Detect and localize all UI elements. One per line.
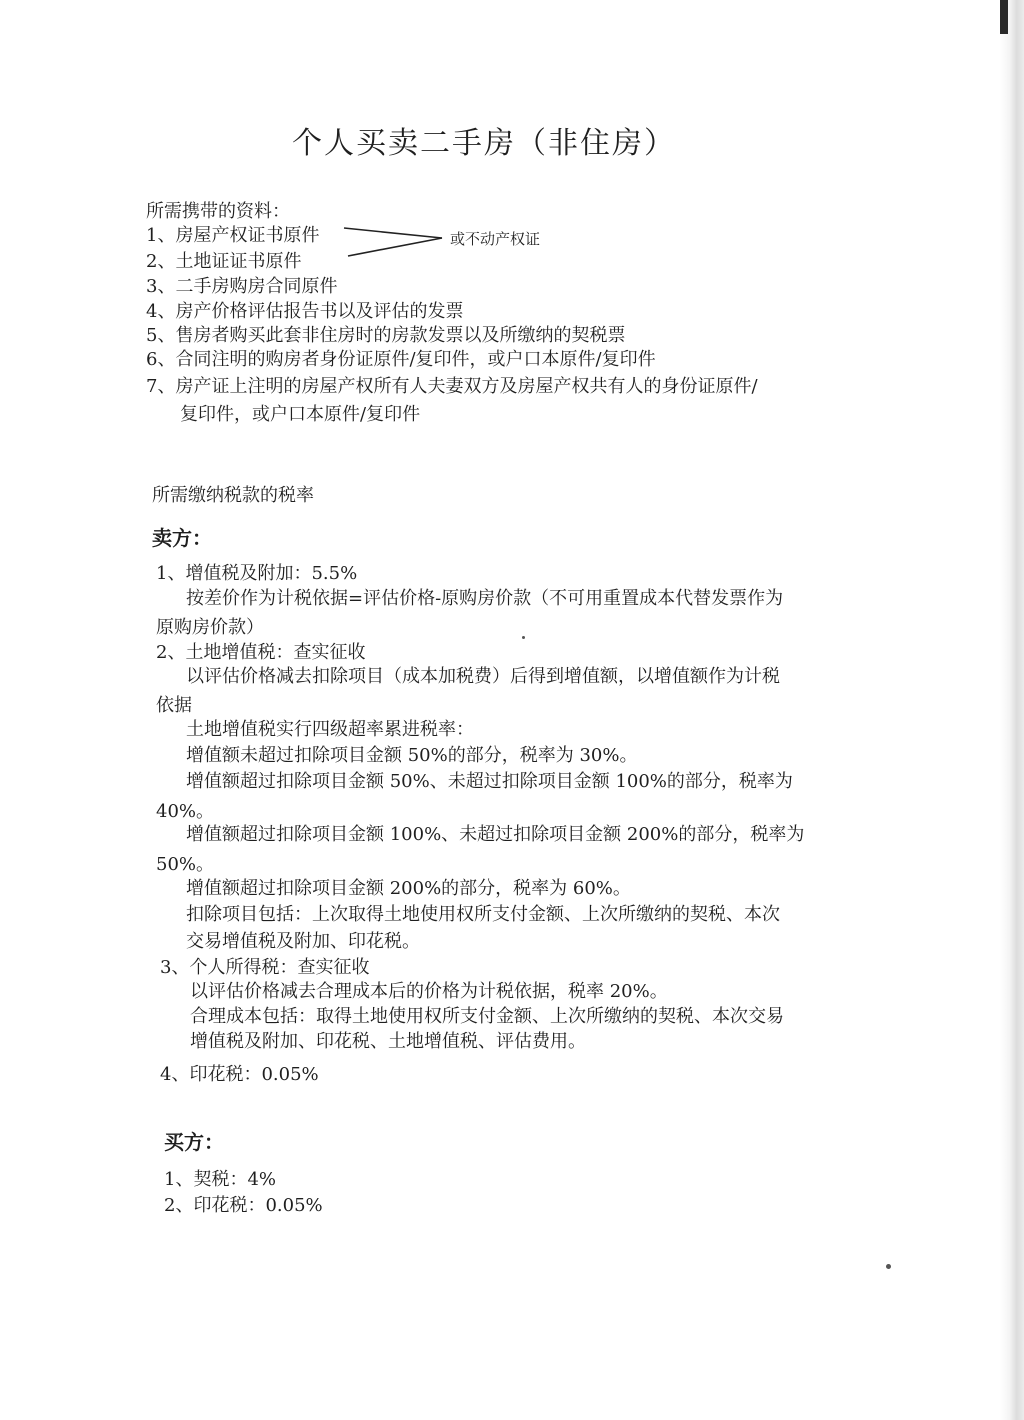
seller-heading: 卖方： [152, 526, 212, 550]
seller-line: 40%。 [156, 801, 215, 822]
page-edge-shadow [1000, 0, 1024, 1420]
seller-line: 增值额超过扣除项目金额 50%、未超过扣除项目金额 100%的部分，税率为 [186, 771, 793, 792]
materials-annotation: 或不动产权证 [450, 230, 541, 248]
materials-item: 7、房产证上注明的房屋产权所有人夫妻双方及房屋产权共有人的身份证原件/ [146, 376, 758, 397]
buyer-line: 1、契税：4% [164, 1169, 277, 1190]
seller-line: 2、土地增值税：查实征收 [156, 642, 366, 663]
seller-line: 以评估价格减去合理成本后的价格为计税依据，税率 20%。 [190, 981, 668, 1002]
seller-line: 50%。 [156, 854, 215, 875]
materials-item: 1、房屋产权证书原件 [146, 225, 320, 246]
document-title: 个人买卖二手房（非住房） [292, 126, 676, 161]
seller-line: 依据 [156, 695, 192, 716]
seller-line: 交易增值税及附加、印花税。 [186, 931, 420, 952]
materials-item-continuation: 复印件，或户口本原件/复印件 [180, 404, 421, 425]
buyer-heading: 买方： [164, 1130, 224, 1154]
seller-line: 增值额超过扣除项目金额 100%、未超过扣除项目金额 200%的部分，税率为 [186, 824, 805, 845]
materials-item: 3、二手房购房合同原件 [146, 276, 338, 297]
buyer-line: 2、印花税：0.05% [164, 1195, 323, 1216]
seller-line: 增值税及附加、印花税、土地增值税、评估费用。 [190, 1031, 586, 1052]
seller-line: 增值额未超过扣除项目金额 50%的部分，税率为 30%。 [186, 745, 638, 766]
seller-line: 土地增值税实行四级超率累进税率： [186, 719, 474, 740]
tax-heading: 所需缴纳税款的税率 [152, 485, 314, 506]
materials-item: 2、土地证证书原件 [146, 251, 302, 272]
seller-line: 按差价作为计税依据=评估价格-原购房价款（不可用重置成本代替发票作为 [186, 588, 784, 609]
seller-line: 扣除项目包括：上次取得土地使用权所支付金额、上次所缴纳的契税、本次 [186, 904, 780, 925]
materials-heading: 所需携带的资料： [146, 201, 290, 222]
bracket-arrow-icon [340, 222, 450, 262]
seller-line: 合理成本包括：取得土地使用权所支付金额、上次所缴纳的契税、本次交易 [190, 1006, 784, 1027]
seller-line: 1、增值税及附加：5.5% [156, 563, 358, 584]
seller-line: 3、个人所得税：查实征收 [160, 957, 370, 978]
scan-edge-mark [1000, 0, 1008, 34]
materials-item: 4、房产价格评估报告书以及评估的发票 [146, 301, 464, 322]
seller-line: 以评估价格减去扣除项目（成本加税费）后得到增值额，以增值额作为计税 [186, 666, 780, 687]
seller-line: 增值额超过扣除项目金额 200%的部分，税率为 60%。 [186, 878, 631, 899]
materials-item: 5、售房者购买此套非住房时的房款发票以及所缴纳的契税票 [146, 325, 626, 346]
scan-speck [522, 636, 525, 639]
materials-item: 6、合同注明的购房者身份证原件/复印件，或户口本原件/复印件 [146, 349, 656, 370]
scan-speck [886, 1264, 891, 1269]
seller-line: 原购房价款） [156, 617, 264, 638]
seller-line: 4、印花税：0.05% [160, 1064, 319, 1085]
